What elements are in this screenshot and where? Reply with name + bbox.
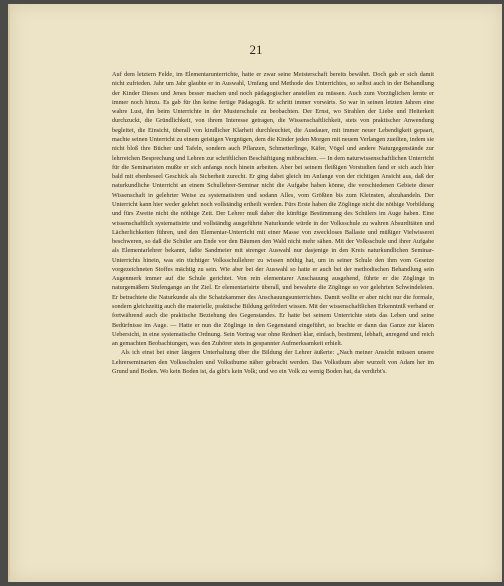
page-body-text [112, 70, 434, 376]
paragraph: Als ich einst bei einer längern Unterhaltung über die Bildung der Lehrer äußerte: „Nach meiner Ansicht müssen unsere Lehrerseminarien den Volksschulen und Volksthume näher gebracht werden. Das Volksthum aber wurzelt von Adam her im Grund und Boden. Wo kein Boden ist, da gibt's kein Volk; und wo ein Volk zu wenig Boden hat, da verdirbt's. [112, 349, 434, 375]
paragraph: Auf dem letztern Felde, im Elementarunterrichte, hatte er zwar seine Meisterschaft bereits bewährt. Doch gab er sich damit nicht zufrieden. Jahr um Jahr glaubte er in Auswahl, Umfang und Methode des Unterrichtes, so selbst auch in der Behandlung der Kinder Dieses und Jenes besser machen und noch pädagogischer anstellen zu müssen. Auch zum Vorzüglichen lernte er immer noch hinzu. Es gab für ihn keine fertige Pädagogik. Er schritt immer vorwärts. So war in seinen letzten Jahren eine wahre Lust, ihn beim Unterrichte in der Musterschule zu beobachten. Der Ernst, wo Strahlen der Liebe und Heiterkeit durchzuckt, die Gründlichkeit, von ihrem Interesse getragen, die Wissenschaftlichkeit, stets von praktischer Anwendung begleitet, die Einsicht, überall von kindlicher Klarheit durchleuchtet, die Ausdauer, mit immer neuer Lebendigkeit gepaart, machte seinen Unterricht zu einem geistigen Vergnügen, dem die Kinder jeden Morgen mit neuem Verlangen zueilten, indem sie nicht bloß ihre Bücher und Tafeln, sondern auch Pflanzen, Schmetterlinge, Käfer, Vögel und andere Naturgegenstände zur lehrreichen Besprechung und Lehren zur schriftlichen Beschäftigung mitbrachten. — In dem naturwissenschaftlichen Unterricht für die Seminaristen mußte er sich anfangs noch hinein arbeiten. Aber bei seinem fleißigen Vorstudien fand er sich auch hier bald mit ebenbeseel Geschick als Sicherheit zurecht. Er ging dabei gleich im Anfange von der richtigen Ansicht aus, daß der naturkundliche Unterricht an einem Schullehrer-Seminar nicht die Aufgabe haben könne, die verschiedenen Gebiete dieser Wissenschaft in gelehrter Weise zu systematisiren und sodann Alles, vom Größten bis zum Kleinsten, abzuhandeln. Der Unterricht kann hier weder gelehrt noch vollständig ertheilt werden. Fürs Erste haben die Zöglinge nicht die nöthige Vorbildung und fürs Zweite nicht die nöthige Zeit. Der Lehrer muß daher die künftige Bestimmung des Schülers im Auge haben. Eine wissenschaftlich systematisirte und vollständig ausgeführte Naturkunde würde in der Volksschule zu wahren Absurditäten und Lächerlichkeiten führen, und den Elementar-Unterricht mit einer Masse von zweckloses Ballaste und müßiger Vielwisserei beschweren, so daß die Schüler am Ende vor den Bäumen den Wald nicht mehr sähen. Mit der Volksschule und ihrer Aufgabe als Elementarlehrer bekannt, faßte Sandmeier mit strenger Auswahl nur dasjenige in den Kreis naturkundlichen Seminar-Unterrichts hinein, was ein tüchtiger Volksschullehrer zu wissen nöthig hat, um in seiner Schule den ihm vom Gesetze vorgezeichneten Stoffes mächtig zu sein. Wie aber bei der Auswahl so hatte er auch bei der methodischen Behandlung sein Augenmerk immer auf die Schule gerichtet. Von rein elementarer Anschauung ausgehend, führte er die Zöglinge in naturgemäßem Stufengange an ihr Ziel. Er elementarisirte überall, und bewahrte die Zöglinge so vor gelehrten Schwindeleien. Er betrachtete die Naturkunde als die Schatzkammer des Anschauungsunterrichtes. Damit wollte er aber nicht nur die formale, sondern gleichzeitig auch die materielle, praktische Bildung gefördert wissen. Mit der wissenschaftlichen Erkenntniß verband er fortwährend auch die praktische Beziehung des Gegenstandes. Er hatte bei seinem Unterrichte stets das Leben und seine Bedürfnisse im Auge. — Hatte er nun die Zöglinge in den Gegenstand eingeführt, so brachte er dann das Ganze zur klaren Uebersicht, in eine systematische Ordnung. Sein Vortrag war ohne Redneri klar, einfach, bestimmt, lebhaft, anregend und reich an gemachten Beobachtungen, was den Zuhörer stets in gespannter Aufmerksamkeit erhielt. [112, 71, 434, 348]
page-number: 21 [249, 42, 263, 57]
book-page [8, 4, 502, 582]
